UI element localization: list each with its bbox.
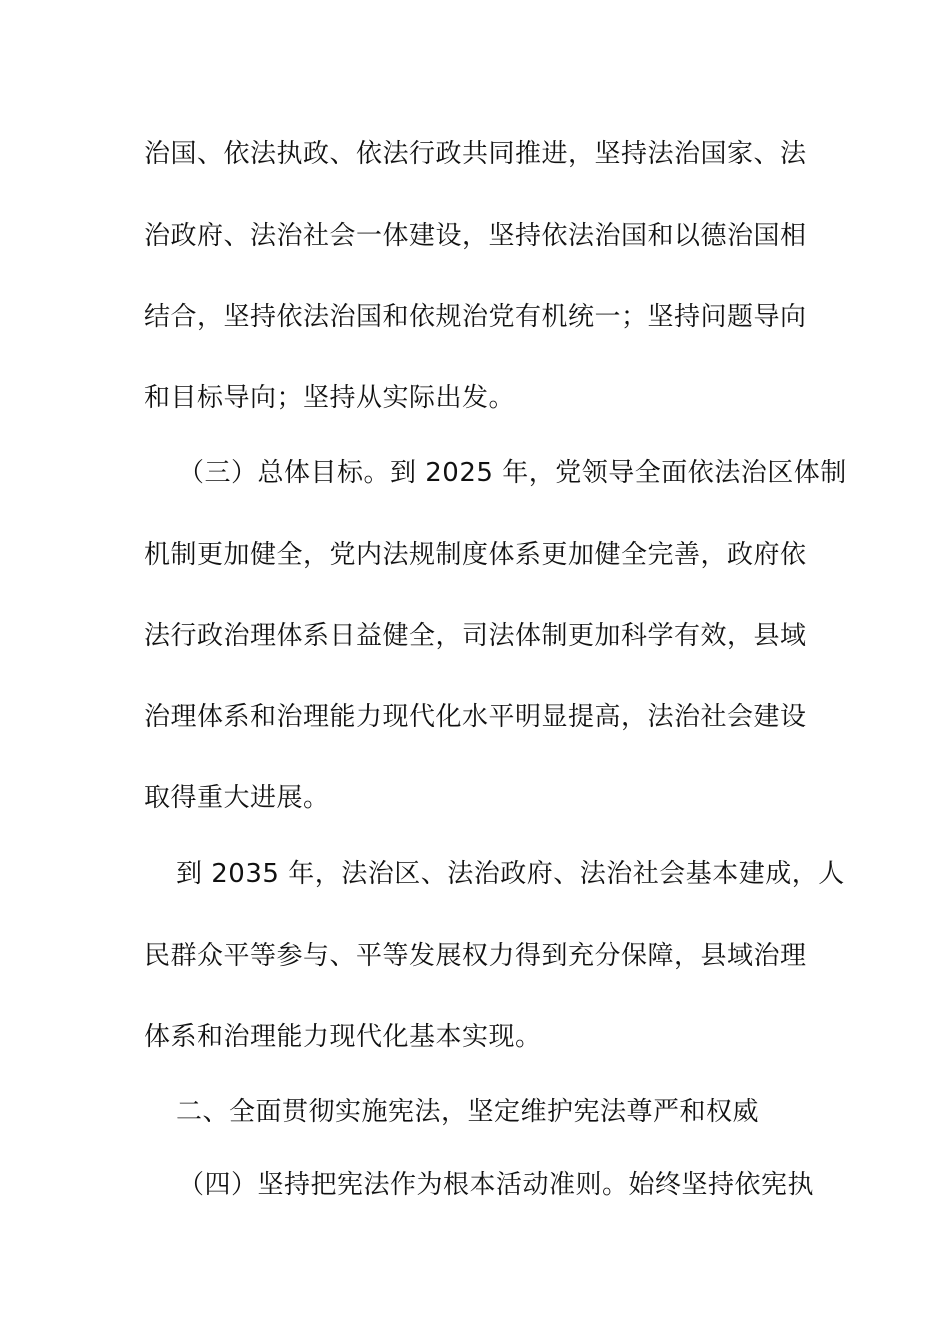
paragraph-line-10: 到 2035 年，法治区、法治政府、法治社会基本建成，人 [176,859,845,889]
section-2-heading: 二、全面贯彻实施宪法，坚定维护宪法尊严和权威 [176,1097,760,1127]
paragraph-line-7: 法行政治理体系日益健全，司法体制更加科学有效，县域 [144,621,807,651]
paragraph-line-3: 结合，坚持依法治国和依规治党有机统一；坚持问题导向 [144,302,807,332]
section-3-heading-line: （三）总体目标。到 2025 年，党领导全面依法治区体制 [178,458,847,488]
paragraph-line-11: 民群众平等参与、平等发展权力得到充分保障，县域治理 [144,941,807,971]
paragraph-line-2: 治政府、法治社会一体建设，坚持依法治国和以德治国相 [144,221,807,251]
paragraph-line-12: 体系和治理能力现代化基本实现。 [144,1022,542,1052]
paragraph-line-4: 和目标导向；坚持从实际出发。 [144,383,516,413]
paragraph-line-6: 机制更加健全，党内法规制度体系更加健全完善，政府依 [144,540,807,570]
section-4-heading-line: （四）坚持把宪法作为根本活动准则。始终坚持依宪执 [178,1170,815,1200]
paragraph-line-1: 治国、依法执政、依法行政共同推进，坚持法治国家、法 [144,139,807,169]
paragraph-line-9: 取得重大进展。 [144,783,330,813]
paragraph-line-8: 治理体系和治理能力现代化水平明显提高，法治社会建设 [144,702,807,732]
